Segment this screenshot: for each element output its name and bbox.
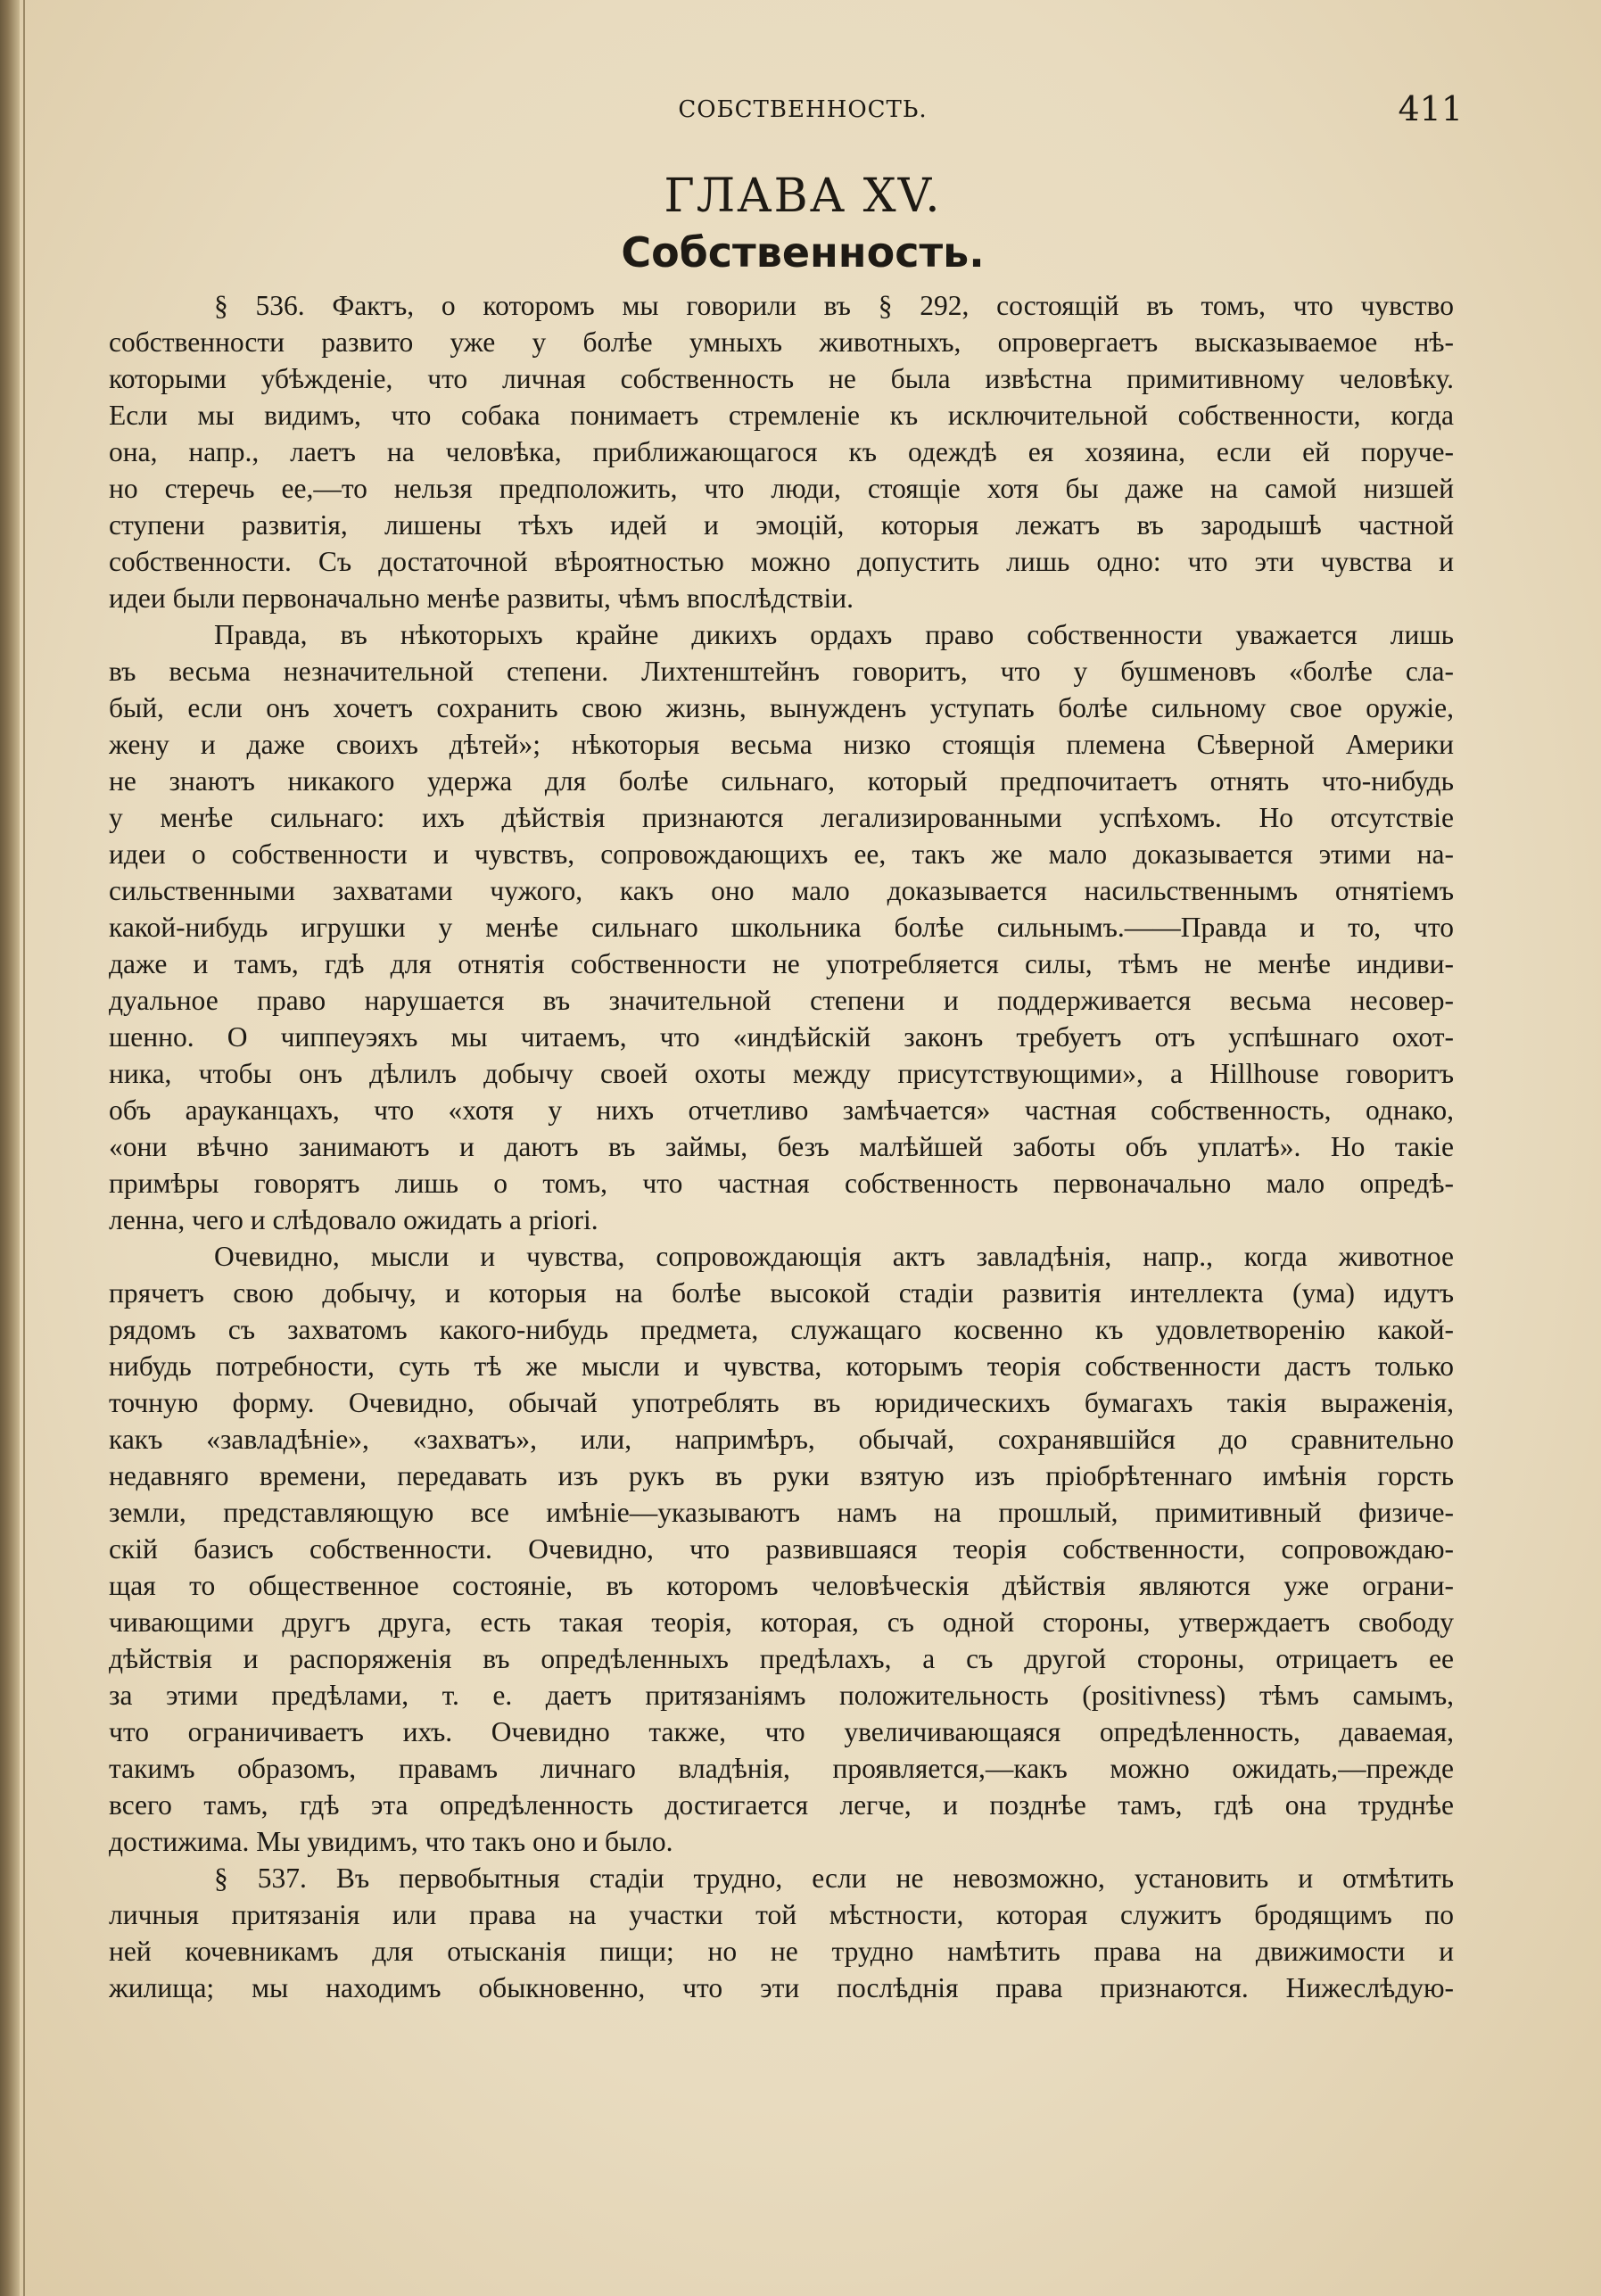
text-line: что ограничиваетъ ихъ. Очевидно также, что увеличивающаяся опредѣленность, даваемая,: [109, 1716, 1454, 1747]
text-line: чивающими другъ друга, есть такая теорія, которая, съ одной стороны, утверждаетъ свободу: [109, 1606, 1454, 1638]
chapter-number: ГЛАВА XV.: [664, 169, 942, 223]
text-line: собственности развито уже у болѣе умныхъ животныхъ, опровергаетъ высказываемое нѣ-: [109, 326, 1454, 358]
text-line: даже и тамъ, гдѣ для отнятія собственности не употребляется силы, тѣмъ не менѣе индиви-: [109, 948, 1454, 979]
text-line: идеи о собственности и чувствъ, сопровождающихъ ее, такъ же мало доказывается этими на-: [109, 838, 1454, 870]
text-line: щая то общественное состояніе, въ которомъ человѣческія дѣйствія являются уже ограни-: [109, 1570, 1454, 1601]
text-line: ступени развитія, лишены тѣхъ идей и эмоцій, которыя лежатъ въ зародышѣ частной: [109, 509, 1454, 541]
text-line: собственности. Съ достаточной вѣроятностью можно допустить лишь одно: что эти чувства и: [109, 546, 1454, 577]
text-line: нибудь потребности, суть тѣ же мысли и чувства, которымъ теорія собственности дастъ только: [109, 1350, 1454, 1382]
text-line: всего тамъ, гдѣ эта опредѣленность достигается легче, и позднѣе тамъ, гдѣ она труднѣе: [109, 1789, 1454, 1821]
text-line: недавняго времени, передавать изъ рукъ въ руки взятую изъ пріобрѣтеннаго имѣнія горсть: [109, 1460, 1454, 1491]
text-line: рядомъ съ захватомъ какого-нибудь предмета, служащаго косвенно къ удовлетворенію какой-: [109, 1314, 1454, 1345]
text-line: не знаютъ никакого удержа для болѣе сильнаго, который предпочитаетъ отнять что-нибудь: [109, 765, 1454, 797]
text-line: дѣйствія и распоряженія въ опредѣленныхъ предѣлахъ, а съ другой стороны, отрицаетъ ее: [109, 1643, 1454, 1674]
page-number: 411: [1398, 89, 1463, 128]
text-line: § 537. Въ первобытныя стадіи трудно, если не невозможно, установить и отмѣтить: [214, 1862, 1454, 1894]
text-line: шенно. О чиппеуэяхъ мы читаемъ, что «индѣйскій законъ требуетъ отъ успѣшнаго охот-: [109, 1021, 1454, 1053]
text-line: ника, чтобы онъ дѣлилъ добычу своей охоты между присутствующими», а Hillhouse говоритъ: [109, 1058, 1454, 1089]
text-line: точную форму. Очевидно, обычай употреблять въ юридическихъ бумагахъ такія выраженія,: [109, 1387, 1454, 1418]
text-line: Правда, въ нѣкоторыхъ крайне дикихъ ордахъ право собственности уважается лишь: [214, 619, 1454, 650]
text-line: примѣры говорятъ лишь о томъ, что частная собственность первоначально мало опредѣ-: [109, 1168, 1454, 1199]
text-line: земли, представляющую все имѣніе—указываютъ намъ на прошлый, примитивный физиче-: [109, 1497, 1454, 1528]
text-line: такимъ образомъ, правамъ личнаго владѣнія, проявляется,—какъ можно ожидать,—прежде: [109, 1753, 1454, 1784]
text-line: прячетъ свою добычу, и которыя на болѣе высокой стадіи развитія интеллекта (ума) идутъ: [109, 1277, 1454, 1309]
text-line: Очевидно, мысли и чувства, сопровождающія актъ завладѣнія, напр., когда животное: [214, 1241, 1454, 1272]
text-line: жилища; мы находимъ обыкновенно, что эти послѣднія права признаются. Нижеслѣдую-: [109, 1972, 1454, 2003]
text-line: ней кочевникамъ для отысканія пищи; но не трудно намѣтить права на движимости и: [109, 1936, 1454, 1967]
text-line: Если мы видимъ, что собака понимаетъ стремленіе къ исключительной собственности, когда: [109, 400, 1454, 431]
text-line: въ весьма незначительной степени. Лихтенштейнъ говоритъ, что у бушменовъ «болѣе сла-: [109, 656, 1454, 687]
text-line: но стеречь ее,—то нельзя предположить, что люди, стоящіе хотя бы даже на самой низшей: [109, 473, 1454, 504]
text-line: какъ «завладѣніе», «захватъ», или, напримѣръ, обычай, сохранявшійся до сравнительно: [109, 1424, 1454, 1455]
text-line: ленна, чего и слѣдовало ожидать a priori.: [109, 1204, 598, 1235]
text-line: у менѣе сильнаго: ихъ дѣйствія признаются легализированными успѣхомъ. Но отсутствіе: [109, 802, 1454, 833]
text-line: идеи были первоначально менѣе развиты, чѣмъ впослѣдствіи.: [109, 582, 854, 614]
running-head: СОБСТВЕННОСТЬ.: [678, 96, 928, 123]
text-line: личныя притязанія или права на участки той мѣстности, которая служитъ бродящимъ по: [109, 1899, 1454, 1930]
text-line: за этими предѣлами, т. е. даетъ притязаніямъ положительность (positivness) тѣмъ самымъ,: [109, 1680, 1454, 1711]
text-line: она, напр., лаетъ на человѣка, приближающагося къ одеждѣ ея хозяина, если ей поруче-: [109, 436, 1454, 467]
text-line: объ арауканцахъ, что «хотя у нихъ отчетливо замѣчается» частная собственность, однако,: [109, 1094, 1454, 1126]
text-line: какой-нибудь игрушки у менѣе сильнаго школьника болѣе сильнымъ.——Правда и то, что: [109, 912, 1454, 943]
book-spine: [0, 0, 20, 2296]
text-line: сильственными захватами чужого, какъ оно мало доказывается насильственнымъ отнятіемъ: [109, 875, 1454, 906]
spine-edge: [23, 0, 25, 2296]
text-line: которыми убѣжденіе, что личная собственность не была извѣстна примитивному человѣку.: [109, 363, 1454, 394]
text-line: «они вѣчно занимаютъ и даютъ въ займы, безъ малѣйшей заботы объ уплатѣ». Но такіе: [109, 1131, 1454, 1162]
text-line: бый, если онъ хочетъ сохранить свою жизнь, вынужденъ уступать болѣе сильному свое оружіе,: [109, 692, 1454, 723]
text-line: достижима. Мы увидимъ, что такъ оно и было.: [109, 1826, 673, 1857]
text-line: § 536. Фактъ, о которомъ мы говорили въ § 292, состоящій въ томъ, что чувство: [214, 290, 1454, 321]
text-line: дуальное право нарушается въ значительной степени и поддерживается весьма несовер-: [109, 985, 1454, 1016]
body-text: [109, 287, 1454, 2006]
chapter-title: Собственность.: [621, 228, 985, 277]
text-line: скій базисъ собственности. Очевидно, что развившаяся теорія собственности, сопровождаю-: [109, 1533, 1454, 1565]
text-line: жену и даже своихъ дѣтей»; нѣкоторыя весьма низко стоящія племена Сѣверной Америки: [109, 729, 1454, 760]
